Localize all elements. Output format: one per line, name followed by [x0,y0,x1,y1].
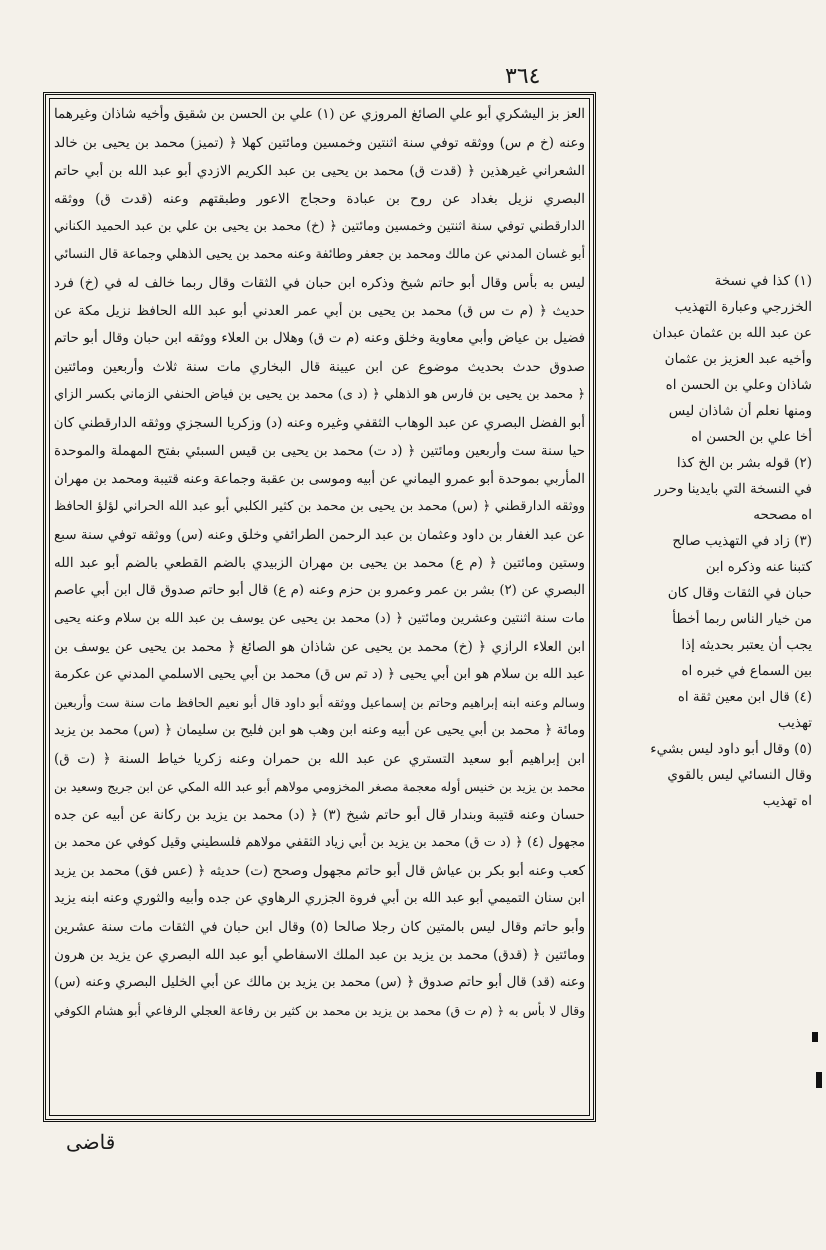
footnote-line: (٣) زاد في التهذيب صالح [672,533,812,549]
text-line: فضيل بن عياض وأبي معاوية وخلق وعنه (م ت ق) وهلال بن العلاء ووثقه ابن حبان وقال أبو حاتم [54,331,585,346]
text-line: حديث ﴿ (م ت س ق) محمد بن يحيى بن أبي عمر العدني أبو عبد الله الحافظ نزيل مكة عن [54,303,585,319]
page-number: ٣٦٤ [505,64,541,89]
footnote-line: اه تهذيب [762,793,812,809]
margin-ink-mark [816,1072,822,1088]
text-line: ابن إبراهيم أبو سعيد التستري عن عبد الله بن حمران وعنه زكريا خياط السنة ﴿ (ت ق) [54,751,585,767]
text-line: وستين ومائتين ﴿ (م ع) محمد بن يحيى بن مهران الزبيدي بالضم القطعي بالضم أبو عبد الله [54,555,585,571]
footnote-line: عن عبد الله بن عثمان عبدان [652,325,812,341]
text-line: وعنه (قد) قال أبو حاتم صدوق ﴿ (س) محمد بن يزيد بن مالك عن أبي الخليل البصري وعنه (س) [54,975,585,990]
text-line: الدارقطني توفي سنة اثنتين وخمسين ومائتين ﴿ (خ) محمد بن يحيى بن علي بن عبد الحميد الكناني [54,219,585,234]
text-line: البصري عن (٢) بشر بن عمر وعمرو بن حزم وعنه (م ع) قال أبو حاتم صدوق قال ابن أبي عاصم [54,583,585,598]
text-line: عبد الله بن سلام هو ابن أبي يحيى ﴿ (د تم س ق) محمد بن أبي يحيى الاسلمي المدني عن عكرمة [54,667,585,682]
text-line: ابن سنان التميمي أبو عبد الله بن أبي فروة الجزري الرهاوي عن جده وأبيه والثوري وعنه ابنه يزيد [54,891,585,906]
footnote-line: (٤) قال ابن معين ثقة اه [677,689,812,705]
footnote-line: في النسخة التي بايدينا وحرر [654,481,812,497]
margin-notes [602,268,812,814]
footnote-line: حبان في الثقات وقال كان [667,585,812,601]
text-line: صدوق حدث بحديث موضوع عن ابن عيينة قال البخاري مات سنة ثلاث وأربعين ومائتين [54,359,585,375]
footnote-line: (٥) وقال أبو داود ليس بشيء [650,741,812,757]
text-line: مات سنة اثنتين وعشرين ومائتين ﴿ (د) محمد بن يحيى عن يوسف بن عبد الله بن سلام وعنه يحيى [54,611,585,626]
footnote-line: الخزرجي وعبارة التهذيب [674,299,812,315]
text-line: مجهول (٤) ﴿ (د ت ق) محمد بن يزيد بن أبي زياد الثقفي مولاهم فلسطيني وقيل كوفي عن محمد بن [54,835,585,850]
text-line: وعنه (خ م س) ووثقه توفي سنة اثنتين وخمسين ومائتين كهلا ﴿ (تميز) محمد بن يحيى بن خالد [54,135,585,151]
footnote-line: أخا علي بن الحسن اه [691,429,812,445]
footnote-line: يجب أن يعتبر بحديثه إذا [681,637,812,653]
footnote-line: (٢) قوله بشر بن الخ كذا [676,455,812,471]
margin-ink-mark [812,1032,818,1042]
catchword: قاضى [66,1130,116,1154]
main-text-block [43,92,596,1122]
footnote-line: (١) كذا في نسخة [714,273,812,289]
text-line: الشعراني غيرهذين ﴿ (قدت ق) محمد بن يحيى بن عبد الكريم الازدي أبو عبد الله بن أبي حاتم [54,163,585,179]
text-line: ووثقه الدارقطني ﴿ (س) محمد بن يحيى بن محمد بن كثير الكلبي أبو عبد الله الحراني لؤلؤ الحافظ [54,499,585,514]
text-line: ﴿ محمد بن يحيى بن فارس هو الذهلي ﴿ (د ى) محمد بن يحيى بن فياض الحنفي الزماني بكسر الزاي [54,387,585,402]
text-line: وسالم وعنه ابنه إبراهيم وحاتم بن إسماعيل ووثقه أبو داود قال أبو نعيم الحافظ مات سنة ست وأربعين [54,695,585,710]
text-line: البصري نزيل بغداد عن روح بن عبادة وحجاج الاعور وطبقتهم وعنه (قدت ق) ووثقه [54,191,585,207]
text-line: أبو غسان المدني عن مالك ومحمد بن جعفر وطائفة وعنه محمد بن يحيى الذهلي وجماعة قال النسائي [54,247,585,262]
text-line: حسان وعنه قتيبة وبندار قال أبو حاتم شيخ (٣) ﴿ (د) محمد بن يزيد بن ركانة عن أبيه عن جده [54,807,585,823]
text-line: ومائة ﴿ محمد بن أبي يحيى عن أبيه وعنه ابن وهب هو ابن فليح بن سليمان ﴿ (س) محمد بن يزيد [54,723,585,738]
text-line: ليس به بأس وقال أبو حاتم شيخ وذكره ابن حبان في الثقات وقال ربما خالف له في (خ) فرد [54,275,585,291]
text-line: أبو الفضل البصري عن عبد الوهاب الثقفي وغيره وعنه (د) وزكريا السجزي ووثقه الدارقطني كان [54,415,585,431]
text-line: وقال لا بأس به ﴿ (م ت ق) محمد بن يزيد بن محمد بن كثير بن رفاعة العجلي الرفاعي أبو هشام الكوفي [54,1004,585,1018]
footnote-line: من خيار الناس ربما أخطأ [672,611,812,627]
footnote-line: كتبنا عنه وذكره ابن [705,559,812,575]
text-line: عن عبد الغفار بن داود وعثمان بن عبد الرحمن الطرائفي وخلق وعنه (س) ووثقه توفي سنة سبع [54,527,585,543]
text-line: حيا سنة ست وأربعين ومائتين ﴿ (د ت) محمد بن يحيى بن قيس السبئي بفتح المهملة والموحدة [54,443,585,459]
footnote-line: ومنها نعلم أن شاذان ليس [668,403,812,419]
text-line: كعب وعنه أبو بكر بن عياش قال أبو حاتم مجهول وصحح (ت) حديثه ﴿ (عس فق) محمد بن يزيد [54,863,585,879]
footnote-line: وأخيه عبد العزيز بن عثمان [664,351,812,367]
text-line: المأربي بموحدة أبو عمرو اليماني عن أبيه وموسى بن عقبة وجماعة وعنه قتيبة ومحمد بن مهران [54,471,585,487]
footnote-line: اه مصححه [753,507,812,523]
footnote-line: وقال النسائي ليس بالقوي [667,767,812,783]
footnote-line: تهذيب [777,715,812,731]
text-line: محمد بن يزيد بن خنيس أوله معجمة مصغر المخزومي مولاهم أبو عبد الله المكي عن ابن جريج وسعيد بن [54,780,585,794]
text-line: ابن العلاء الرازي ﴿ (خ) محمد بن يحيى عن شاذان هو الصائغ ﴿ محمد بن يحيى عن يوسف بن [54,639,585,655]
text-line: وأبو حاتم وقال ليس بالمتين كان رجلا صالحا (٥) وقال ابن حبان في الثقات مات سنة عشرين [54,919,585,935]
footnote-line: بين السماع في خبره اه [681,663,812,679]
footnote-line: شاذان وعلي بن الحسن اه [665,377,812,393]
text-line: العز بز اليشكري أبو علي الصائغ المروزي عن (١) علي بن الحسن بن شقيق وأخيه شاذان وغيرهما [54,107,585,122]
text-line: ومائتين ﴿ (قدق) محمد بن يزيد بن عبد الملك الاسفاطي أبو عبد الله البصري عن يزيد بن هرون [54,947,585,963]
